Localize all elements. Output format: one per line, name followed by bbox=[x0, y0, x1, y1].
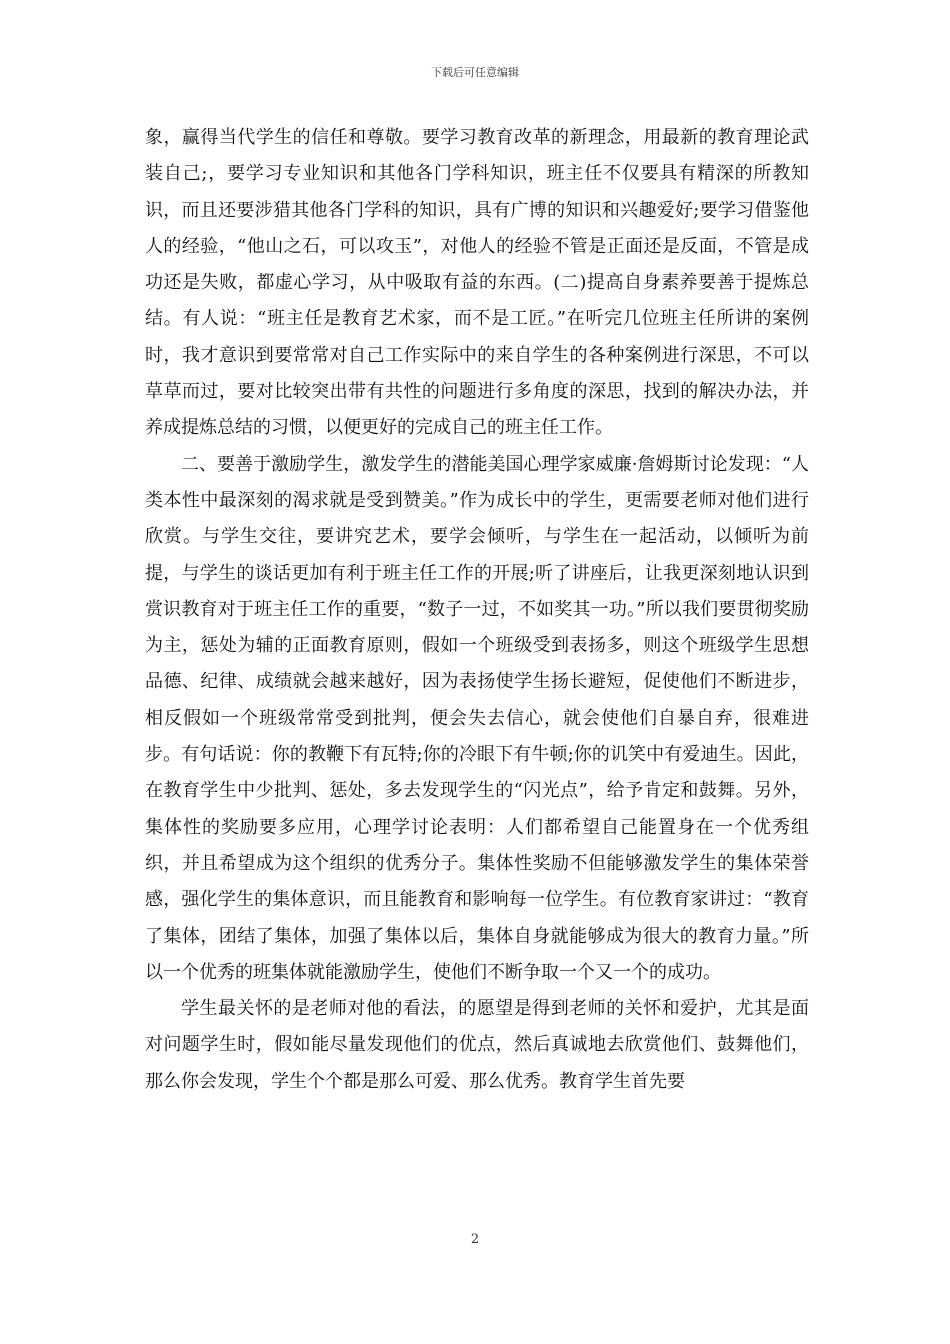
paragraph-1: 象，赢得当代学生的信任和尊敬。要学习教育改革的新理念，用最新的教育理论武装自己;，要学习专业知识和其他各门学科知识，班主任不仅要具有精深的所教知识，而且还要涉猎其他各门学科的知识，具有广博的知识和兴趣爱好;要学习借鉴他人的经验，“他山之石，可以攻玉”，对他人的经验不管是正面还是反面，不管是成功还是失败，都虚心学习，从中吸取有益的东西。(二)提高自身素养要善于提炼总结。有人说：“班主任是教育艺术家，而不是工匠。”在听完几位班主任所讲的案例时，我才意识到要常常对自己工作实际中的来自学生的各种案例进行深思，不可以草草而过，要对比较突出带有共性的问题进行多角度的深思，找到的解决办法，并养成提炼总结的习惯，以便更好的完成自己的班主任工作。 bbox=[145, 127, 809, 439]
paragraph-2: 二、要善于激励学生，激发学生的潜能美国心理学家威廉·詹姆斯讨论发现：“人类本性中最深刻的渴求就是受到赞美。”作为成长中的学生，更需要老师对他们进行欣赏。与学生交往，要讲究艺术，要学会倾听，与学生在一起活动，以倾听为前提，与学生的谈话更加有利于班主任工作的开展;听了讲座后，让我更深刻地认识到赏识教育对于班主任工作的重要，“数子一过，不如奖其一功。”所以我们要贯彻奖励为主，惩处为辅的正面教育原则，假如一个班级受到表扬多，则这个班级学生思想品德、纪律、成绩就会越来越好，因为表扬使学生扬长避短，促使他们不断进步，相反假如一个班级常常受到批判，便会失去信心，就会使他们自暴自弃，很难进步。有句话说：你的教鞭下有瓦特;你的冷眼下有牛顿;你的讥笑中有爱迪生。因此，在教育学生中少批判、惩处，多去发现学生的“闪光点”，给予肯定和鼓舞。另外，集体性的奖励要多应用，心理学讨论表明：人们都希望自己能置身在一个优秀组织，并且希望成为这个组织的优秀分子。集体性奖励不但能够激发学生的集体荣誉感，强化学生的集体意识，而且能教育和影响每一位学生。有位教育家讲过：“教育了集体，团结了集体，加强了集体以后，集体自身就能够成为很大的教育力量。”所以一个优秀的班集体就能激励学生，使他们不断争取一个又一个的成功。 bbox=[145, 453, 809, 983]
paragraph-3: 学生最关怀的是老师对他的看法，的愿望是得到老师的关怀和爱护，尤其是面对问题学生时，假如能尽量发现他们的优点，然后真诚地去欣赏他们、鼓舞他们，那么你会发现，学生个个都是那么可爱、那么优秀。教育学生首先要 bbox=[145, 998, 809, 1092]
page-header: 下载后可任意编辑 bbox=[431, 66, 519, 79]
document-body bbox=[145, 120, 809, 1100]
page-number: 2 bbox=[470, 1232, 480, 1247]
